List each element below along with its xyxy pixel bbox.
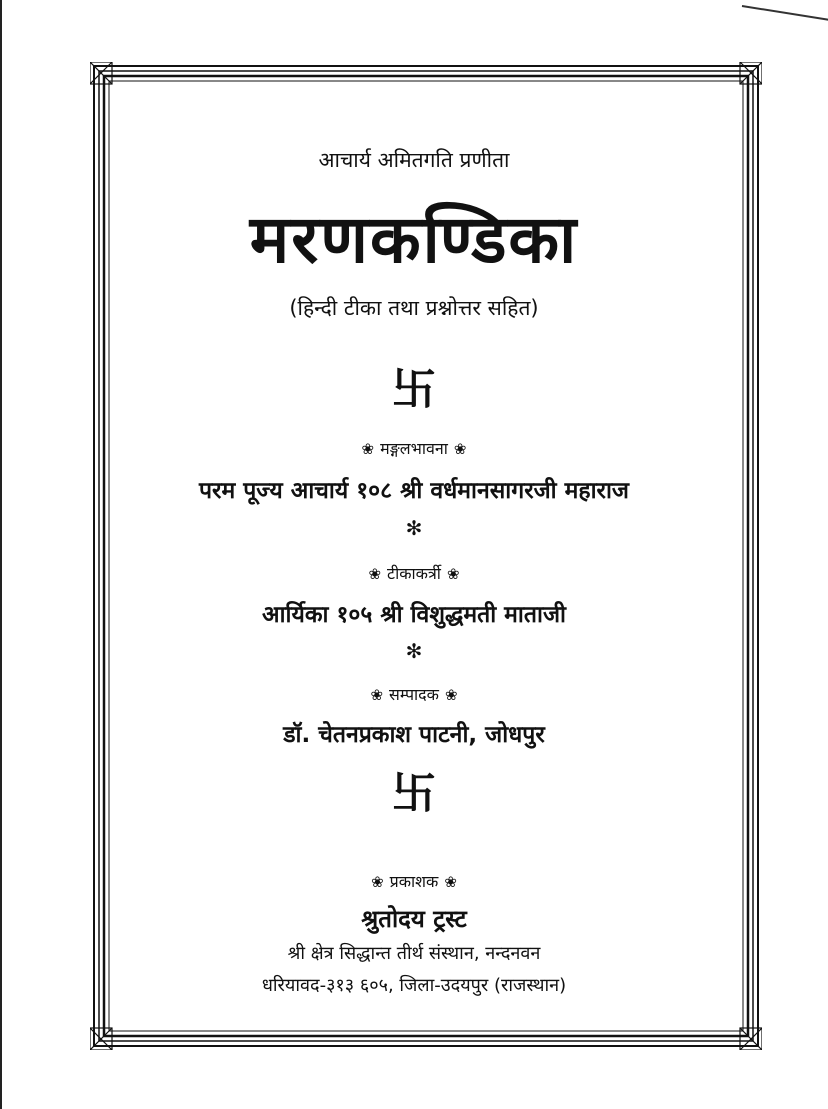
ornament-icon: ❀ [444, 873, 457, 891]
author-line: आचार्य अमितगति प्रणीता [318, 148, 510, 172]
editor-name: डॉ. चेतनप्रकाश पाटनी, जोधपुर [283, 722, 545, 748]
ornament-icon: ❀ [361, 440, 375, 458]
publisher-address-line-2: धरियावद-३१३ ६०५, जिला-उदयपुर (राजस्थान) [261, 975, 567, 996]
ornament-icon: ❀ [453, 440, 467, 458]
ornament-icon: ❀ [371, 873, 384, 891]
ornament-icon: ❀ [368, 565, 382, 583]
commentator-name: आर्यिका १०५ श्री विशुद्धमती माताजी [262, 602, 566, 628]
ornament-icon: ❀ [370, 686, 384, 704]
blessing-name: परम पूज्य आचार्य १०८ श्री वर्धमानसागरजी महाराज [198, 478, 629, 504]
publisher-address-line-1: श्री क्षेत्र सिद्धान्त तीर्थ संस्थान, नन्दनवन [287, 943, 541, 964]
star-icon: ✻ [405, 516, 423, 540]
star-icon: ✻ [405, 639, 423, 663]
section-heading-commentator: ❀ टीकाकर्त्री ❀ [368, 564, 460, 583]
section-heading-mangalbhavana: ❀ मङ्गलभावना ❀ [361, 439, 467, 458]
swastika-icon: 卐 [392, 768, 436, 819]
swastika-icon: 卐 [392, 364, 436, 415]
book-subtitle: (हिन्दी टीका तथा प्रश्नोत्तर सहित) [289, 296, 539, 320]
publisher-name: श्रुतोदय ट्रस्ट [361, 905, 467, 933]
scan-mark [742, 5, 828, 21]
ornament-icon: ❀ [444, 686, 458, 704]
book-title: मरणकण्डिका [249, 201, 579, 278]
section-heading-publisher: ❀ प्रकाशक ❀ [371, 872, 457, 891]
ornament-icon: ❀ [446, 565, 460, 583]
section-heading-editor: ❀ सम्पादक ❀ [370, 685, 458, 704]
